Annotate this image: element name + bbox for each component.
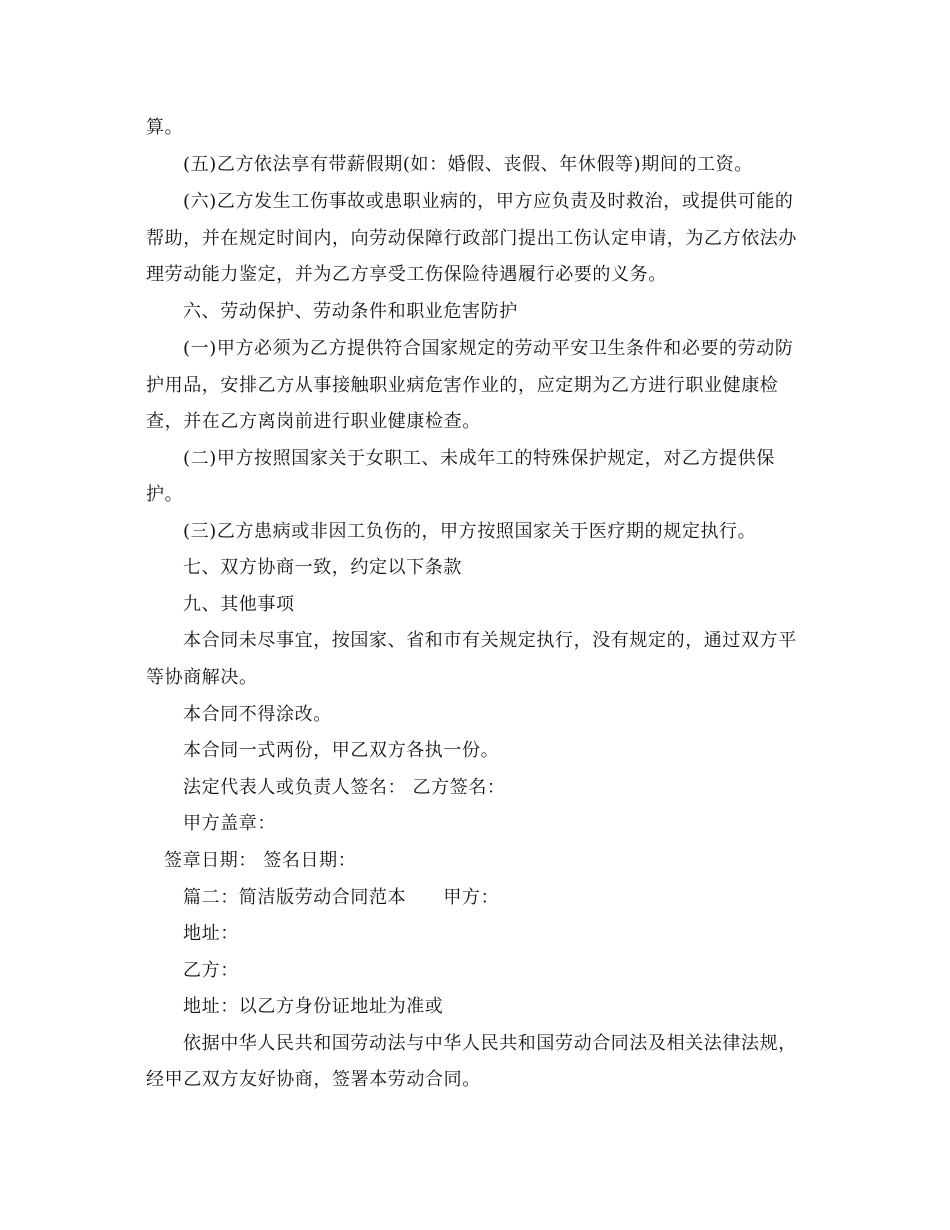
paragraph-line: 算。 xyxy=(146,117,184,138)
paragraph-line: (一)甲方必须为乙方提供符合国家规定的劳动平安卫生条件和必要的劳动防 xyxy=(183,338,794,359)
paragraph-line: 本合同未尽事宜，按国家、省和市有关规定执行，没有规定的，通过双方平 xyxy=(183,630,797,651)
stamp-line: 甲方盖章： xyxy=(183,813,276,834)
field-line: 地址： xyxy=(183,923,239,944)
paragraph-line: 查，并在乙方离岗前进行职业健康检查。 xyxy=(146,411,481,432)
paragraph-line: (三)乙方患病或非因工负伤的，甲方按照国家关于医疗期的规定执行。 xyxy=(183,521,757,542)
paragraph-line: 等协商解决。 xyxy=(146,667,258,688)
section-heading: 七、双方协商一致，约定以下条款 xyxy=(183,557,462,578)
paragraph-line: (二)甲方按照国家关于女职工、未成年工的特殊保护规定，对乙方提供保 xyxy=(183,448,775,469)
field-line: 地址：以乙方身份证地址为准或 xyxy=(183,996,444,1017)
paragraph-line: 依据中华人民共和国劳动法与中华人民共和国劳动合同法及相关法律法规， xyxy=(183,1033,797,1054)
section-heading: 篇二：简洁版劳动合同范本 甲方： xyxy=(183,887,500,908)
paragraph-line: (六)乙方发生工伤事故或患职业病的，甲方应负责及时救治，或提供可能的 xyxy=(183,191,794,212)
section-heading: 六、劳动保护、劳动条件和职业危害防护 xyxy=(183,301,518,322)
date-line: 签章日期： 签名日期： xyxy=(164,850,357,871)
paragraph-line: 护。 xyxy=(146,484,184,505)
paragraph-line: 本合同一式两份，甲乙双方各执一份。 xyxy=(183,740,500,761)
section-heading: 九、其他事项 xyxy=(183,594,295,615)
field-line: 乙方： xyxy=(183,960,239,981)
paragraph-line: (五)乙方依法享有带薪假期(如：婚假、丧假、年休假等)期间的工资。 xyxy=(183,154,753,175)
paragraph-line: 理劳动能力鉴定，并为乙方享受工伤保险待遇履行必要的义务。 xyxy=(146,264,667,285)
paragraph-line: 经甲乙双方友好协商，签署本劳动合同。 xyxy=(146,1069,481,1090)
paragraph-line: 本合同不得涂改。 xyxy=(183,704,332,725)
paragraph-line: 护用品，安排乙方从事接触职业病危害作业的，应定期为乙方进行职业健康检 xyxy=(146,375,779,396)
paragraph-line: 帮助，并在规定时间内，向劳动保障行政部门提出工伤认定申请，为乙方依法办 xyxy=(146,228,797,249)
signature-line: 法定代表人或负责人签名： 乙方签名： xyxy=(183,777,506,798)
